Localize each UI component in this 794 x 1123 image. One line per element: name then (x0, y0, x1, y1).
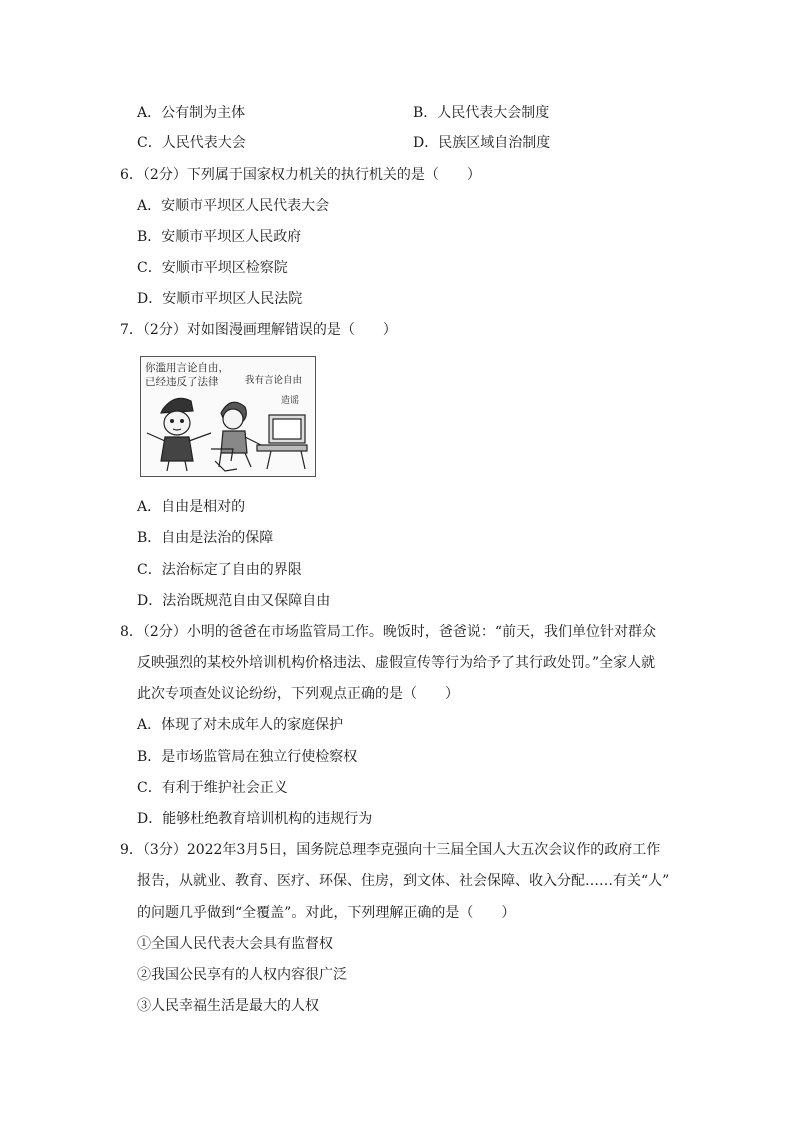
q6-stem: 6．（2分）下列属于国家权力机关的执行机关的是（ ） (120, 167, 481, 183)
q9-stem-line-3: 的问题几乎做到“全覆盖”。对此，下列理解正确的是（ ） (137, 905, 516, 921)
q7-stem: 7．（2分）对如图漫画理解错误的是（ ） (120, 322, 397, 338)
q9-item-1: ①全国人民代表大会具有监督权 (137, 936, 333, 952)
q7-cartoon (140, 356, 316, 477)
q7-option-d: D．法治既规范自由又保障自由 (137, 593, 331, 609)
q8-option-a: A．体现了对未成年人的家庭保护 (137, 717, 344, 733)
q8-option-b: B．是市场监管局在独立行使检察权 (137, 749, 358, 765)
q6-option-b: B．安顺市平坝区人民政府 (137, 229, 302, 245)
q8-stem-line-2: 反映强烈的某校外培训机构价格违法、虚假宣传等行为给予了其行政处罚。”全家人就 (137, 655, 656, 671)
cartoon-speech-right: 我有言论自由 (245, 375, 303, 386)
q8-stem-line-3: 此次专项查处议论纷纷，下列观点正确的是（ ） (137, 686, 459, 702)
q6-option-d: D．安顺市平坝区人民法院 (137, 291, 303, 307)
q6-option-c: C．安顺市平坝区检察院 (137, 260, 288, 276)
q7-option-c: C．法治标定了自由的界限 (137, 562, 302, 578)
q7-option-a: A．自由是相对的 (137, 499, 246, 515)
q9-item-2: ②我国公民享有的人权内容很广泛 (137, 967, 347, 983)
q5-option-d: D．民族区域自治制度 (413, 135, 551, 151)
q5-option-c: C．人民代表大会 (137, 135, 246, 151)
q5-option-a: A．公有制为主体 (137, 105, 246, 121)
police-officer-figure (147, 398, 211, 471)
q7-option-b: B．自由是法治的保障 (137, 530, 274, 546)
cartoon-screen-text: 造谣 (281, 396, 300, 406)
cartoon-speech-left-1: 你滥用言论自由， (145, 362, 229, 374)
computer-icon (257, 415, 307, 469)
q8-stem-line-1: 8．（2分）小明的爸爸在市场监管局工作。晚饭时，爸爸说：“前天，我们单位针对群众 (120, 624, 656, 640)
boy-figure (211, 402, 261, 471)
q6-option-a: A．安顺市平坝区人民代表大会 (137, 198, 330, 214)
q9-item-3: ③人民幸福生活是最大的人权 (137, 998, 319, 1014)
q8-option-c: C．有利于维护社会正义 (137, 780, 288, 796)
cartoon-speech-left-2: 已经违反了法律 (145, 376, 219, 388)
q9-stem-line-1: 9．（3分）2022年3月5日，国务院总理李克强向十三届全国人大五次会议作的政府工作 (120, 842, 661, 858)
q5-option-b: B．人民代表大会制度 (413, 105, 550, 121)
q9-stem-line-2: 报告，从就业、教育、医疗、环保、住房，到文体、社会保障、收入分配……有关“人” (137, 873, 670, 889)
q8-option-d: D．能够杜绝教育培训机构的违规行为 (137, 811, 373, 827)
